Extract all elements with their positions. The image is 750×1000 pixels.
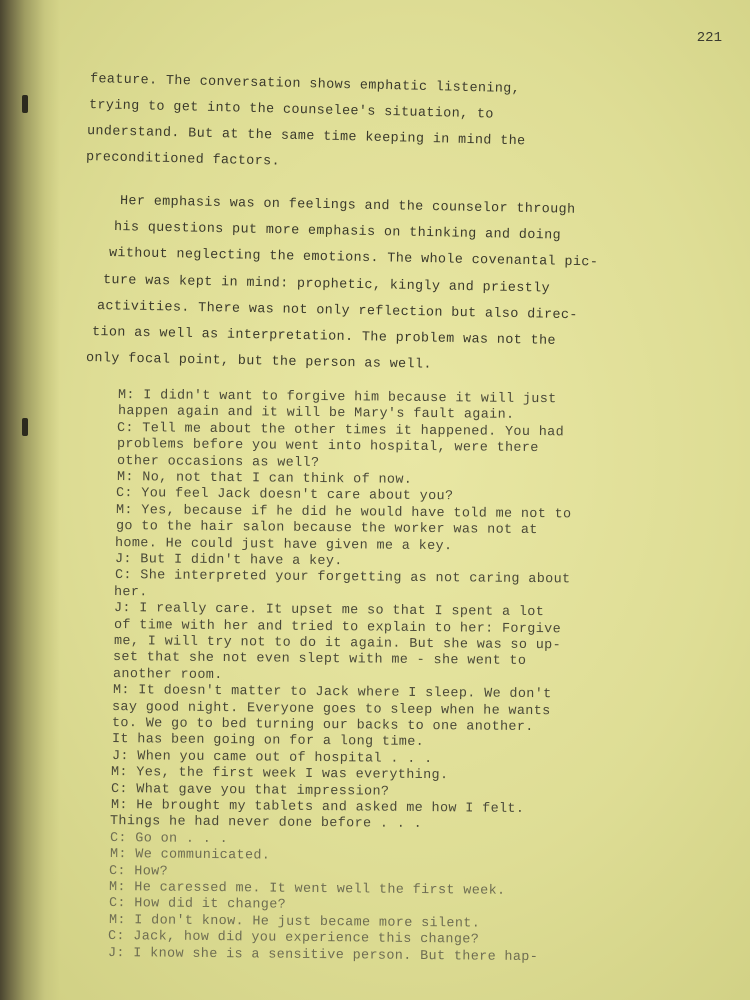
text-line: preconditioned factors. — [85, 150, 281, 170]
book-gutter — [0, 0, 60, 1000]
text-line: C: Jack, how did you experience this change? — [108, 929, 480, 948]
text-line: me, I will try not to do it again. But she was so up- — [113, 634, 561, 654]
text-line: of time with her and tried to explain to her: Forgive — [113, 617, 562, 637]
text-line: her. — [114, 584, 149, 601]
text-line: activities. There was not only reflection but also direc- — [97, 298, 579, 324]
text-line: M: Yes, the first week I was everything. — [111, 765, 449, 784]
text-line: to. We go to bed turning our backs to one another. — [112, 716, 534, 736]
text-line: C: She interpreted your forgetting as not caring about — [114, 568, 571, 588]
text-line: problems before you went into hospital, were there — [117, 437, 539, 457]
text-line: home. He could just have given me a key. — [115, 535, 453, 554]
text-line: tion as well as interpretation. The problem was not the — [91, 325, 556, 349]
text-line: M: He brought my tablets and asked me how I felt. — [110, 798, 525, 817]
text-line: understand. But at the same time keeping in mind the — [87, 124, 527, 150]
text-line: only focal point, but the person as well. — [85, 351, 432, 373]
text-line: his questions put more emphasis on thinking and doing — [114, 220, 562, 244]
text-line: Things he had never done before . . . — [110, 814, 423, 833]
text-line: feature. The conversation shows emphatic listening, — [89, 72, 521, 98]
text-line: C: How? — [109, 863, 169, 880]
text-line: J: I really care. It upset me so that I spent a lot — [114, 601, 545, 621]
text-line: M: He caressed me. It went well the first week. — [109, 880, 506, 899]
text-line: C: Go on . . . — [109, 830, 229, 847]
text-line: C: Tell me about the other times it happened. You had — [117, 420, 565, 441]
text-line: M: Yes, because if he did he would have told me not to — [115, 502, 572, 523]
text-line: C: What gave you that impression? — [110, 781, 390, 800]
text-line: Her emphasis was on feelings and the counselor through — [119, 194, 576, 218]
text-line: go to the hair salon because the worker was not at — [115, 519, 538, 539]
text-line: J: But I didn't have a key. — [114, 552, 343, 570]
text-line: J: When you came out of hospital . . . — [111, 748, 433, 767]
text-line: set that she not even slept with me - she went to — [113, 650, 527, 670]
text-line: C: You feel Jack doesn't care about you? — [116, 486, 454, 505]
text-line: M: We communicated. — [109, 847, 271, 864]
text-line: other occasions as well? — [116, 453, 320, 471]
spine-mark — [22, 95, 28, 113]
text-line: trying to get into the counselee's situation, to — [88, 98, 494, 123]
text-line: It has been going on for a long time. — [111, 732, 424, 751]
text-line: without neglecting the emotions. The whole covenantal pic- — [108, 246, 598, 271]
text-line: M: I didn't want to forgive him because it will just — [117, 388, 557, 408]
text-line: C: How did it change? — [108, 896, 287, 914]
text-line: happen again and it will be Mary's fault again. — [117, 404, 515, 424]
text-line: say good night. Everyone goes to sleep when he wants — [112, 699, 552, 719]
page-number: 221 — [696, 30, 722, 46]
spine-mark — [22, 418, 28, 436]
text-line: ture was kept in mind: prophetic, kingly and priestly — [102, 272, 551, 297]
text-line: M: No, not that I can think of now. — [116, 470, 412, 488]
text-line: J: I know she is a sensitive person. But there hap- — [107, 945, 539, 965]
text-line: M: I don't know. He just became more silent. — [108, 912, 480, 932]
text-line: M: It doesn't matter to Jack where I sleep. We don't — [112, 683, 552, 703]
text-line: another room. — [112, 666, 223, 683]
